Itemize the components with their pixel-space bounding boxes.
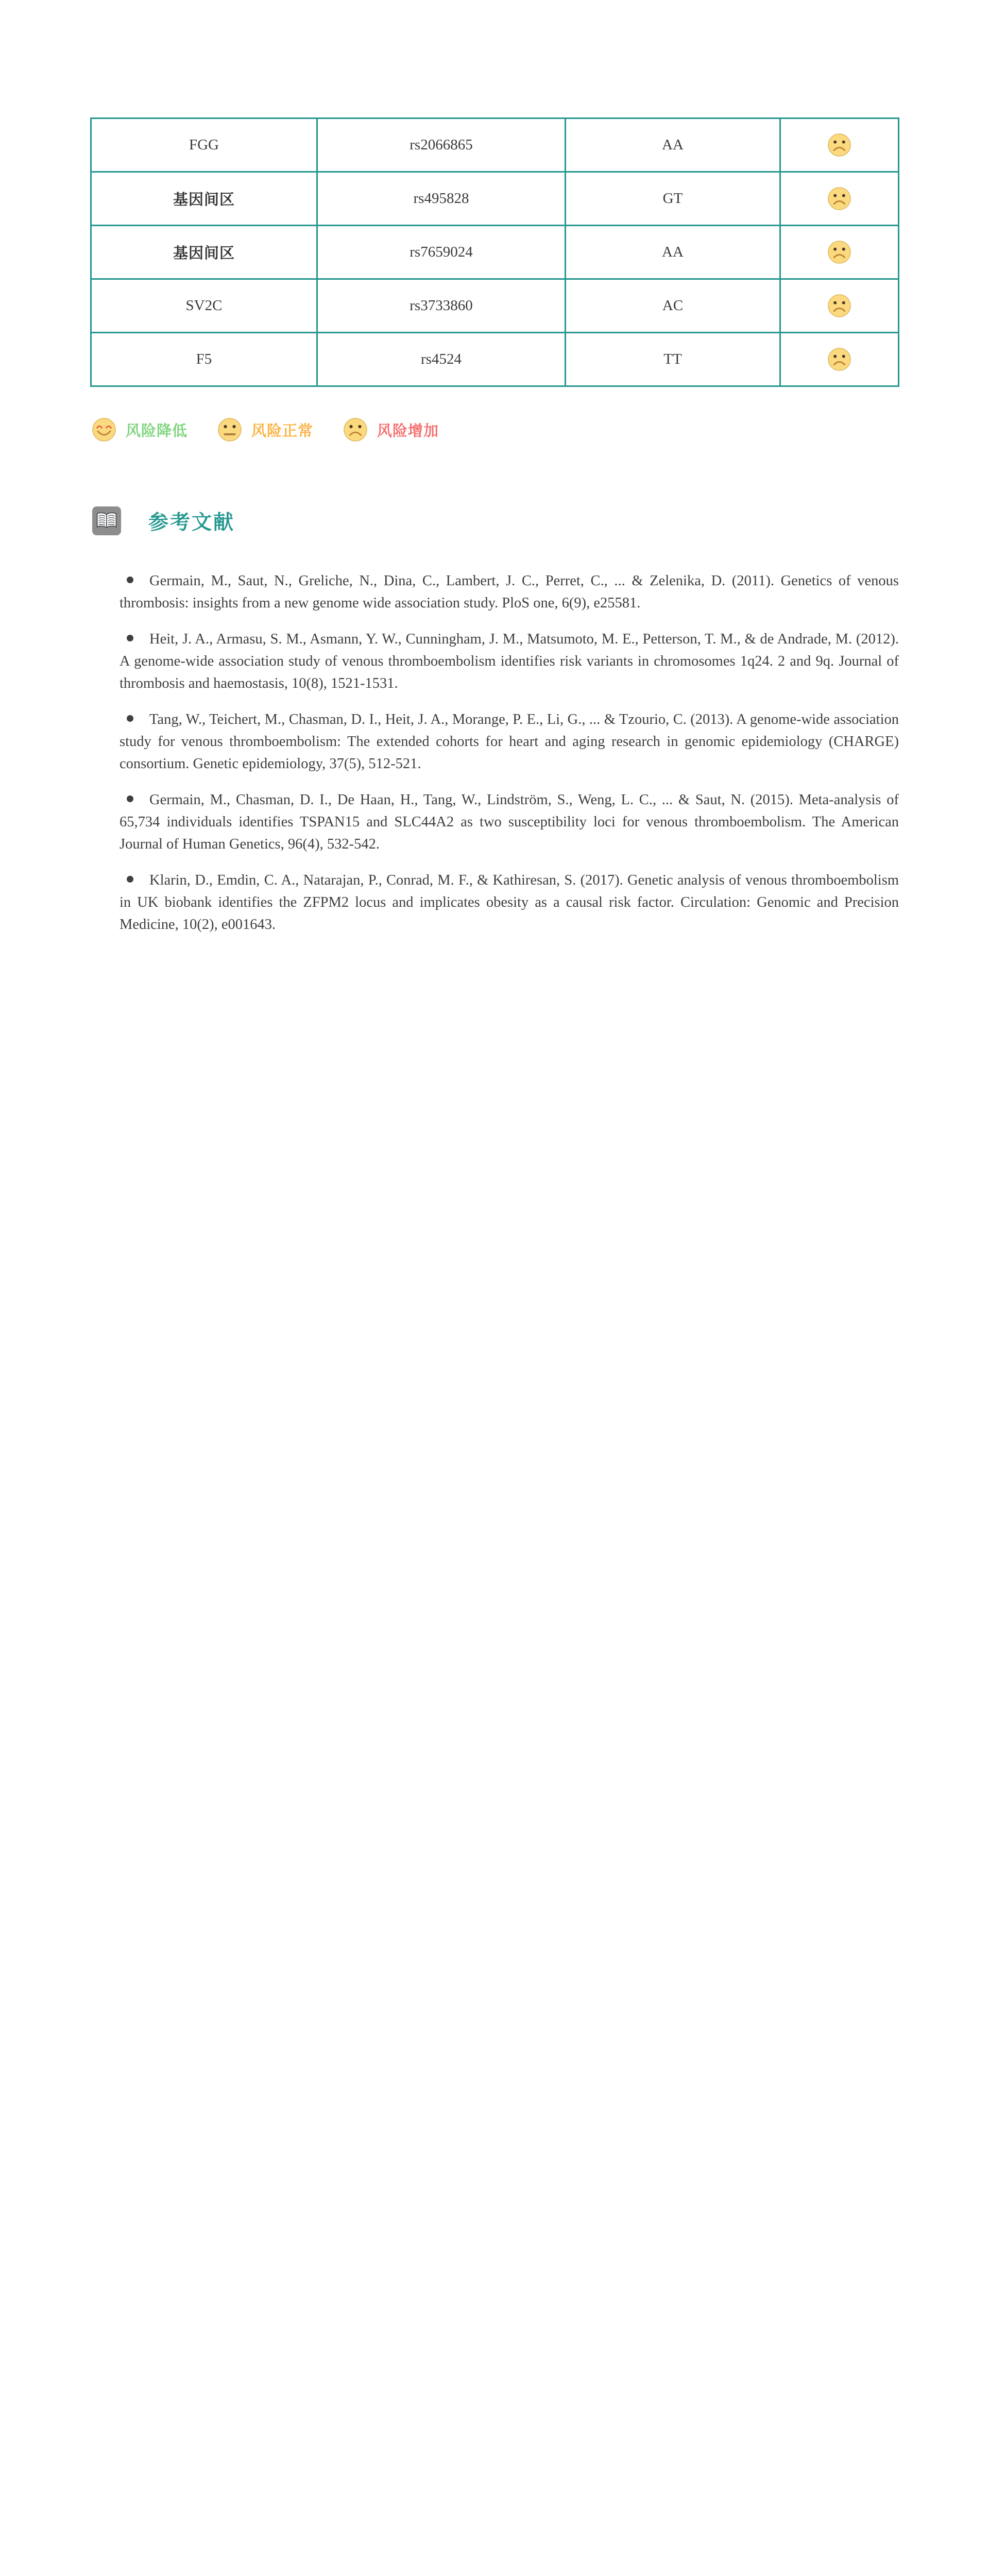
references-list	[120, 570, 899, 950]
legend-label: 风险正常	[251, 422, 314, 439]
references-section-header	[92, 506, 235, 536]
snp-cell: rs495828	[317, 172, 566, 226]
snp-cell: rs3733860	[317, 279, 566, 333]
risk-legend	[92, 417, 439, 442]
genotype-cell: TT	[566, 333, 780, 386]
page-footer	[0, 1319, 989, 1381]
table-row	[91, 333, 899, 386]
table-row	[91, 226, 899, 279]
genotype-cell: AC	[566, 279, 780, 333]
legend-item-risk-decreased	[92, 417, 187, 442]
neutral-face-icon	[217, 417, 242, 442]
reference-item	[120, 869, 899, 936]
reference-text: Heit, J. A., Armasu, S. M., Asmann, Y. W., Cunningham, J. M., Matsumoto, M. E., Petterson, T. M., & de Andrade, M. (2012). A genome-wide association study of venous thromboembolism identifies risk variants in chromosomes 1q24. 2 and 9q. Journal of thrombosis and haemostasis, 10(8), 1521-1531.	[120, 631, 899, 691]
section-title: 参考文献	[148, 512, 235, 534]
snp-cell: rs2066865	[317, 118, 566, 172]
sad-face-icon	[827, 133, 851, 157]
gene-cell: SV2C	[91, 279, 317, 333]
table-row	[91, 279, 899, 333]
risk-cell	[780, 333, 899, 386]
snp-cell: rs7659024	[317, 226, 566, 279]
bullet-icon	[127, 795, 133, 802]
bullet-icon	[127, 715, 133, 722]
gene-cell: FGG	[91, 118, 317, 172]
genotype-cell: AA	[566, 226, 780, 279]
reference-item	[120, 708, 899, 775]
happy-face-icon	[92, 417, 116, 442]
reference-text: Germain, M., Saut, N., Greliche, N., Dina, C., Lambert, J. C., Perret, C., ... & Zelenika, D. (2011). Genetics of venous thrombosis: insights from a new genome wide association study. PloS one, 6(9), e25581.	[120, 573, 899, 611]
snp-cell: rs4524	[317, 333, 566, 386]
table-row	[91, 172, 899, 226]
book-icon	[92, 506, 122, 536]
bullet-icon	[127, 577, 133, 583]
legend-label: 风险降低	[126, 422, 188, 439]
reference-item	[120, 570, 899, 614]
risk-cell	[780, 226, 899, 279]
sad-face-icon	[827, 347, 851, 371]
risk-cell	[780, 118, 899, 172]
bullet-icon	[127, 635, 133, 641]
gene-cell: F5	[91, 333, 317, 386]
reference-text: Germain, M., Chasman, D. I., De Haan, H., Tang, W., Lindström, S., Weng, L. C., ... & Saut, N. (2015). Meta-analysis of 65,734 individuals identifies TSPAN15 and SLC44A2 as two susceptibility loci for venous thromboembolism. The American Journal of Human Genetics, 96(4), 532-542.	[120, 792, 899, 852]
genotype-table	[90, 117, 899, 387]
sad-face-icon	[343, 417, 368, 442]
reference-item	[120, 628, 899, 694]
legend-label: 风险增加	[377, 422, 439, 439]
genotype-cell: AA	[566, 118, 780, 172]
bullet-icon	[127, 876, 133, 883]
risk-cell	[780, 279, 899, 333]
gene-cell: 基因间区	[91, 172, 317, 226]
legend-item-risk-normal	[217, 417, 313, 442]
table-row	[91, 118, 899, 172]
sad-face-icon	[827, 294, 851, 318]
sad-face-icon	[827, 187, 851, 211]
legend-item-risk-increased	[343, 417, 439, 442]
reference-text: Klarin, D., Emdin, C. A., Natarajan, P., Conrad, M. F., & Kathiresan, S. (2017). Genetic analysis of venous thromboembolism in UK biobank identifies the ZFPM2 locus and implicates obesity as a causal risk factor. Circulation: Genomic and Precision Medicine, 10(2), e001643.	[120, 872, 899, 933]
reference-item	[120, 789, 899, 855]
gene-cell: 基因间区	[91, 226, 317, 279]
sad-face-icon	[827, 240, 851, 264]
genotype-cell: GT	[566, 172, 780, 226]
risk-cell	[780, 172, 899, 226]
reference-text: Tang, W., Teichert, M., Chasman, D. I., Heit, J. A., Morange, P. E., Li, G., ... & Tzourio, C. (2013). A genome-wide association study for venous thromboembolism: The extended cohorts for heart and aging research in genomic epidemiology (CHARGE) consortium. Genetic epidemiology, 37(5), 512-521.	[120, 711, 899, 772]
